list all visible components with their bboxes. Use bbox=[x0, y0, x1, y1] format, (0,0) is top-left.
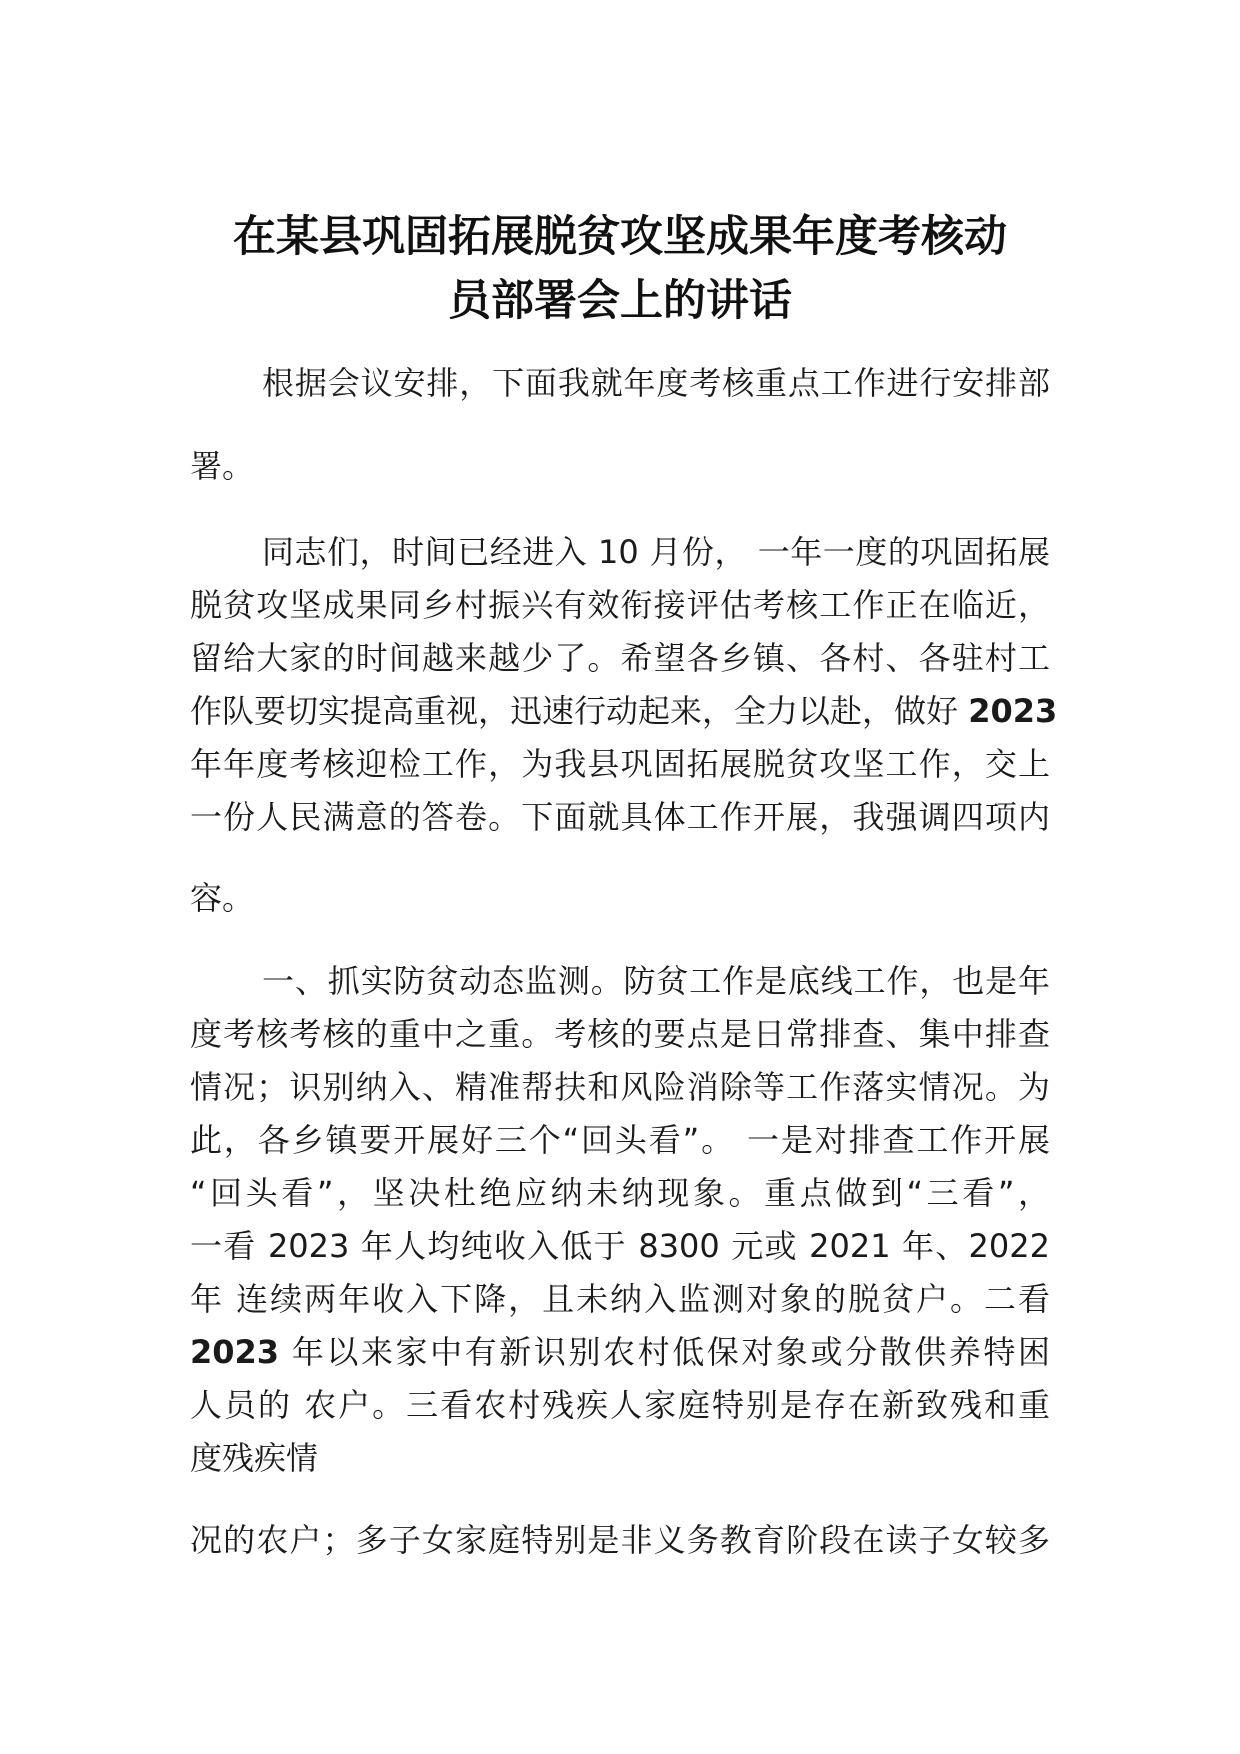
paragraph-3-line-5: “回头看”，坚决杜绝应纳未纳现象。重点做到“三看”， bbox=[190, 1174, 1050, 1212]
paragraph-3-line-7: 年 连续两年收入下降，且未纳入监测对象的脱贫户。二看 bbox=[190, 1280, 1050, 1318]
paragraph-3-line-9: 人员的 农户。三看农村残疾人家庭特别是存在新致残和重 bbox=[190, 1386, 1050, 1424]
paragraph-3-line-1: 一、抓实防贫动态监测。防贫工作是底线工作，也是年 bbox=[262, 962, 1050, 1000]
paragraph-2-line-5: 年年度考核迎检工作，为我县巩固拓展脱贫攻坚工作，交上 bbox=[190, 745, 1050, 783]
paragraph-2-line-3: 留给大家的时间越来越少了。希望各乡镇、各村、各驻村工 bbox=[190, 639, 1050, 677]
paragraph-3-line-4: 此，各乡镇要开展好三个“回头看”。 一是对排查工作开展 bbox=[190, 1121, 1050, 1159]
title-line-1: 在某县巩固拓展脱贫攻坚成果年度考核动 bbox=[233, 212, 1007, 262]
document-title bbox=[160, 205, 1080, 333]
paragraph-2-line-4 bbox=[190, 691, 1058, 731]
paragraph-3-line-3: 情况；识别纳入、精准帮扶和风险消除等工作落实情况。为 bbox=[190, 1068, 1050, 1106]
paragraph-2-line-1: 同志们，时间已经进入 10 月份， 一年一度的巩固拓展 bbox=[262, 533, 1050, 571]
year-2023-bold: 2023 bbox=[968, 692, 1058, 730]
title-line-2: 员部署会上的讲话 bbox=[448, 276, 792, 326]
paragraph-3-line-11: 况的农户；多子女家庭特别是非义务教育阶段在读子女较多 bbox=[190, 1521, 1050, 1559]
year-2023-bold: 2023 bbox=[190, 1333, 280, 1371]
paragraph-2-line-7: 容。 bbox=[190, 879, 255, 917]
paragraph-1-line-1: 根据会议安排，下面我就年度考核重点工作进行安排部 bbox=[262, 364, 1050, 402]
paragraph-2-line-2: 脱贫攻坚成果同乡村振兴有效衔接评估考核工作正在临近， bbox=[190, 586, 1050, 624]
paragraph-2-line-6: 一份人民满意的答卷。下面就具体工作开展，我强调四项内 bbox=[190, 798, 1050, 836]
paragraph-3-line-8-text: 年以来家中有新识别农村低保对象或分散供养特困 bbox=[279, 1333, 1050, 1371]
paragraph-3-line-2: 度考核考核的重中之重。考核的要点是日常排查、集中排查 bbox=[190, 1015, 1050, 1053]
paragraph-3-line-10: 度残疾情 bbox=[190, 1439, 319, 1477]
paragraph-3-line-6: 一看 2023 年人均纯收入低于 8300 元或 2021 年、2022 bbox=[190, 1227, 1050, 1265]
paragraph-2-line-4-text: 作队要切实提高重视，迅速行动起来，全力以赴，做好 bbox=[190, 692, 969, 730]
paragraph-3-line-8 bbox=[190, 1332, 1050, 1372]
paragraph-1-line-2: 署。 bbox=[190, 447, 255, 485]
